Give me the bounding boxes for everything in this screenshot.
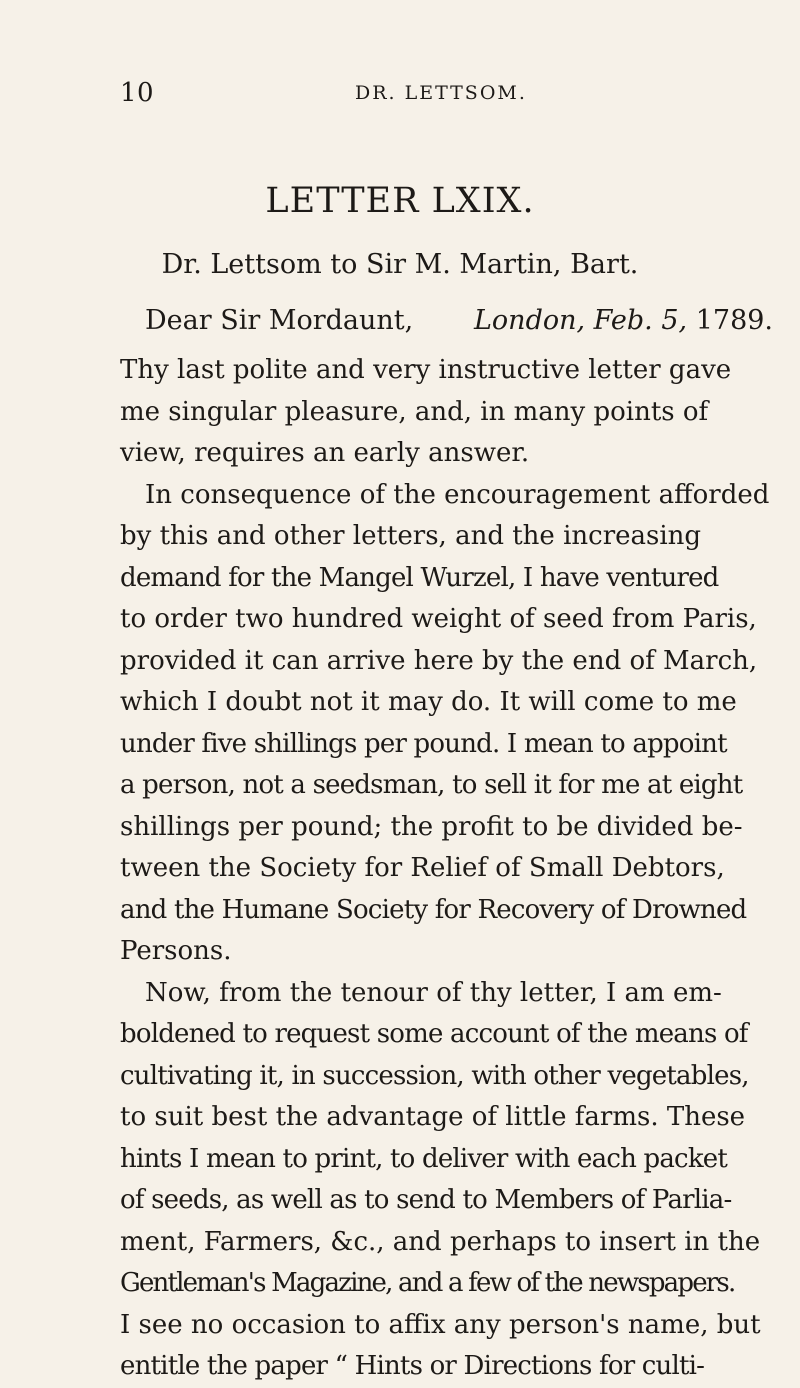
- running-head: DR. LETTSOM.: [355, 82, 527, 104]
- text-line: of seeds, as well as to send to Members of Parlia-: [120, 1185, 732, 1215]
- text-line: demand for the Mangel Wurzel, I have ventured: [120, 562, 719, 593]
- text-line: provided it can arrive here by the end of March,: [120, 645, 758, 676]
- text-line: under five shillings per pound. I mean to appoint: [120, 728, 727, 759]
- text-line: boldened to request some account of the means of: [120, 1019, 748, 1049]
- text-line: In consequence of the encouragement afforded: [145, 479, 770, 510]
- text-line: view, requires an early answer.: [120, 438, 530, 468]
- dateline: [474, 305, 773, 336]
- salutation: Dear Sir Mordaunt,: [145, 305, 414, 336]
- text-line: entitle the paper “ Hints or Directions for culti-: [120, 1351, 705, 1381]
- text-line: and the Humane Society for Recovery of Drowned: [120, 894, 747, 925]
- page-header: [120, 78, 680, 108]
- text-line: tween the Society for Relief of Small Debtors,: [120, 853, 725, 883]
- dateline-place: London, Feb. 5,: [474, 305, 688, 336]
- text-line: ment, Farmers, &c., and perhaps to insert in the: [120, 1226, 761, 1257]
- text-line: a person, not a seedsman, to sell it for me at eight: [120, 770, 743, 800]
- text-line: to order two hundred weight of seed from Paris,: [120, 604, 757, 634]
- text-line: me singular pleasure, and, in many points of: [120, 396, 709, 427]
- text-line: hints I mean to print, to deliver with each packet: [120, 1143, 728, 1174]
- text-line: which I doubt not it may do. It will come to me: [120, 687, 737, 717]
- text-line: Now, from the tenour of thy letter, I am em-: [145, 977, 722, 1008]
- letter-body: [120, 350, 770, 1388]
- text-line: to suit best the advantage of little farms. These: [120, 1102, 746, 1132]
- text-line: I see no occasion to affix any person's name, but: [120, 1309, 761, 1340]
- text-line: by this and other letters, and the increasing: [120, 521, 702, 551]
- text-line: shillings per pound; the profit to be divided be-: [120, 811, 743, 842]
- letter-subtitle: Dr. Lettsom to Sir M. Martin, Bart.: [161, 249, 639, 280]
- dateline-year: 1789.: [695, 305, 774, 336]
- text-line: Thy last polite and very instructive letter gave: [120, 355, 732, 385]
- letter-title: LETTER LXIX.: [265, 181, 535, 221]
- text-line: cultivating it, in succession, with other vegetables,: [120, 1060, 749, 1091]
- text-line: Gentleman's Magazine, and a few of the newspapers.: [120, 1268, 735, 1298]
- text-line: Persons.: [120, 936, 232, 966]
- page-number: 10: [120, 78, 155, 108]
